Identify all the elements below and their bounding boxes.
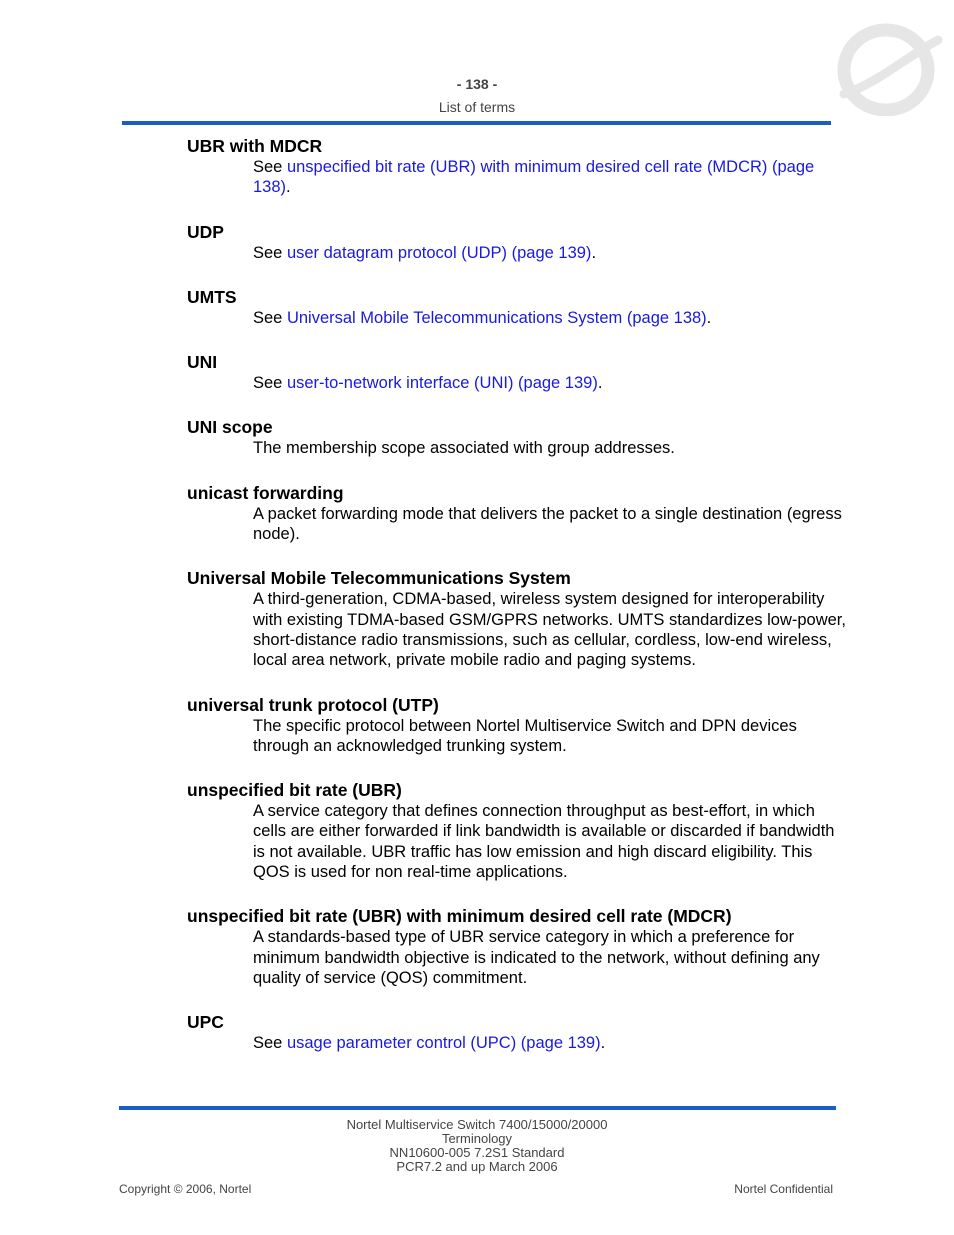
product-name: Nortel Multiservice Switch 7400/15000/20000: [346, 1117, 608, 1132]
punctuation: .: [706, 308, 712, 327]
see-prefix: See: [253, 158, 287, 176]
term-entry: [187, 416, 847, 458]
document-info: [0, 1118, 954, 1174]
document-number: NN10600-005 7.2S1 Standard: [389, 1145, 565, 1160]
punctuation: .: [597, 374, 603, 393]
cross-reference-link[interactable]: unspecified bit rate (UBR) with minimum desired cell rate (MDCR) (page 138): [253, 158, 815, 197]
header-rule: [122, 121, 831, 125]
cross-reference-link[interactable]: user datagram protocol (UDP) (page 139): [286, 243, 592, 262]
term-definition: [253, 373, 847, 393]
term-title: UDP: [187, 221, 224, 242]
term-definition: The membership scope associated with group addresses.: [253, 439, 675, 458]
term-entry: [187, 779, 847, 882]
term-title: UNI scope: [187, 417, 273, 438]
term-title: unspecified bit rate (UBR) with minimum desired cell rate (MDCR): [187, 906, 732, 927]
term-definition: A packet forwarding mode that delivers the packet to a single destination (egress node).: [253, 504, 842, 544]
section-title: List of terms: [438, 99, 516, 115]
document-title: Terminology: [441, 1131, 513, 1146]
cross-reference-link[interactable]: Universal Mobile Telecommunications System (page 138): [286, 308, 707, 327]
release-date: PCR7.2 and up March 2006: [396, 1159, 558, 1174]
confidentiality-notice: Nortel Confidential: [734, 1182, 833, 1196]
see-prefix: See: [253, 308, 287, 327]
terms-list: [187, 135, 847, 1077]
term-title: Universal Mobile Telecommunications System: [187, 568, 571, 589]
term-entry: [187, 694, 847, 757]
term-definition: [253, 308, 847, 328]
term-definition: The specific protocol between Nortel Multiservice Switch and DPN devices through an acknowledged trunking system.: [253, 716, 797, 755]
term-entry: [187, 905, 847, 988]
term-entry: [187, 135, 847, 198]
term-title: unicast forwarding: [187, 482, 344, 503]
term-definition: A third-generation, CDMA-based, wireless system designed for interoperability with existing TDMA-based GSM/GPRS networks. UMTS standardizes low-power, short-distance radio transmissions, such as cellular, cordless, low-end wireless, local area network, private mobile radio and paging systems.: [253, 590, 846, 670]
term-entry: [187, 482, 847, 545]
copyright-notice: Copyright © 2006, Nortel: [119, 1182, 252, 1196]
term-title: UBR with MDCR: [187, 136, 323, 156]
punctuation: .: [286, 178, 291, 197]
footer-rule: [119, 1106, 836, 1110]
term-title: unspecified bit rate (UBR): [187, 780, 402, 801]
term-definition: A standards-based type of UBR service category in which a preference for minimum bandwidth objective is indicated to the network, without defining any quality of service (QOS) commitment.: [253, 928, 820, 987]
term-entry: [187, 286, 847, 328]
see-prefix: See: [253, 243, 287, 262]
see-prefix: See: [253, 374, 287, 393]
term-entry: [187, 351, 847, 393]
term-definition: [253, 243, 847, 263]
term-definition: [253, 157, 847, 198]
term-entry: [187, 1011, 847, 1053]
punctuation: .: [591, 243, 597, 262]
term-entry: [187, 221, 847, 263]
term-entry: [187, 567, 847, 670]
page-number: - 138 -: [456, 76, 498, 92]
term-title: UPC: [187, 1012, 224, 1033]
cross-reference-link[interactable]: usage parameter control (UPC) (page 139): [286, 1034, 601, 1053]
cross-reference-link[interactable]: user-to-network interface (UNI) (page 139): [286, 374, 598, 393]
see-prefix: See: [253, 1034, 287, 1053]
term-title: UMTS: [187, 286, 237, 307]
term-title: UNI: [187, 352, 218, 373]
term-title: universal trunk protocol (UTP): [187, 694, 439, 715]
punctuation: .: [600, 1034, 606, 1053]
term-definition: A service category that defines connection throughput as best-effort, in which cells are either forwarded if link bandwidth is available or discarded if bandwidth is not available. UBR traffic has low emission and high discard eligibility. This QOS is used for non real-time applications.: [253, 802, 835, 882]
term-definition: [253, 1033, 847, 1053]
